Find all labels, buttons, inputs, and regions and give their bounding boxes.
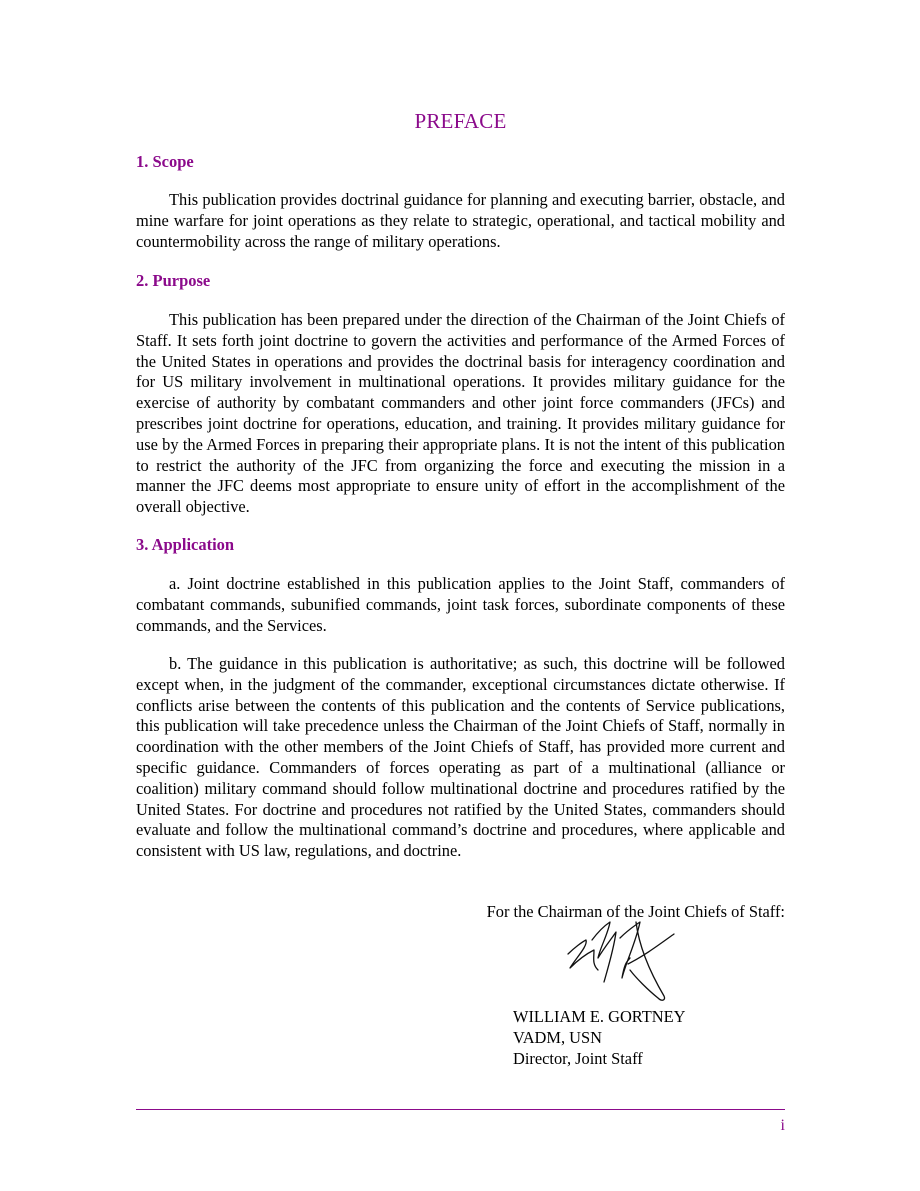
application-paragraph-a: a. Joint doctrine established in this publication applies to the Joint Staff, commanders of combatant commands, subunified commands, joint task forces, subordinate components of these commands, and the Services.	[136, 574, 785, 635]
scope-paragraph: This publication provides doctrinal guidance for planning and executing barrier, obstacle, and mine warfare for joint operations as they relate to strategic, operational, and tactical mobility and countermobility across the range of military operations.	[136, 190, 785, 251]
signature-block	[513, 1007, 685, 1069]
section-heading-purpose: 2. Purpose	[136, 271, 211, 290]
application-paragraph-b: b. The guidance in this publication is authoritative; as such, this doctrine will be followed except when, in the judgment of the commander, exceptional circumstances dictate otherwise. If conflicts arise between the contents of this publication and the contents of Service publications, this publication will take precedence unless the Chairman of the Joint Chiefs of Staff, normally in coordination with the other members of the Joint Chiefs of Staff, has provided more current and specific guidance. Commanders of forces operating as part of a multinational (alliance or coalition) military command should follow multinational doctrine and procedures ratified by the United States. For doctrine and procedures not ratified by the United States, commanders should evaluate and follow the multinational command’s doctrine and procedures, where applicable and consistent with US law, regulations, and doctrine.	[136, 654, 785, 861]
purpose-paragraph: This publication has been prepared under the direction of the Chairman of the Joint Chiefs of Staff. It sets forth joint doctrine to govern the activities and performance of the Armed Forces of the United States in operations and provides the doctrinal basis for interagency coordination and for US military involvement in multinational operations. It provides military guidance for the exercise of authority by combatant commanders and other joint force commanders (JFCs) and prescribes joint doctrine for operations, education, and training. It provides military guidance for use by the Armed Forces in preparing their appropriate plans. It is not the intent of this publication to restrict the authority of the JFC from organizing the force and executing the mission in a manner the JFC deems most appropriate to ensure unity of effort in the accomplishment of the overall objective.	[136, 310, 785, 517]
section-heading-application: 3. Application	[136, 535, 235, 554]
handwritten-signature	[564, 918, 684, 1006]
signatory-rank: VADM, USN	[513, 1027, 602, 1047]
signature-for-line: For the Chairman of the Joint Chiefs of Staff:	[486, 902, 785, 921]
section-heading-scope: 1. Scope	[136, 152, 194, 171]
signatory-name: WILLIAM E. GORTNEY	[513, 1007, 686, 1026]
footer-divider	[136, 1109, 785, 1110]
page-number: i	[780, 1117, 785, 1134]
signatory-position: Director, Joint Staff	[513, 1048, 643, 1068]
page-title: PREFACE	[414, 109, 507, 133]
document-page	[136, 0, 785, 1191]
